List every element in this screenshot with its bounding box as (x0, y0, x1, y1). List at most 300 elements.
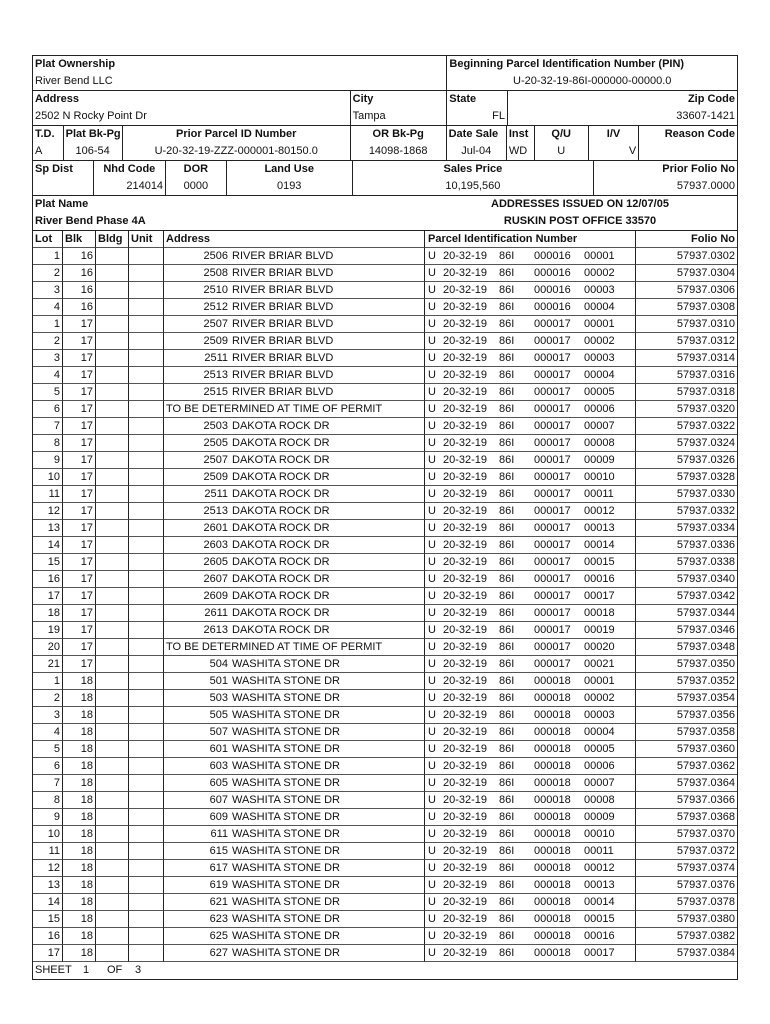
pin-section: 20-32-19 (443, 913, 488, 925)
pin-cell (424, 333, 635, 350)
address-cell (163, 350, 424, 367)
table-row (33, 928, 737, 945)
pin-block: 000017 (534, 318, 571, 330)
pin-block: 000017 (534, 335, 571, 347)
blk-cell: 17 (62, 571, 95, 588)
pin-section: 20-32-19 (443, 267, 488, 279)
address-cell (163, 775, 424, 792)
address-cell (163, 945, 424, 962)
blk-cell: 17 (62, 537, 95, 554)
lot-cell: 5 (33, 741, 62, 758)
lot-cell: 6 (33, 401, 62, 418)
blk-cell: 17 (62, 316, 95, 333)
blk-cell: 17 (62, 503, 95, 520)
folio-cell: 57937.0348 (635, 639, 737, 656)
bldg-cell (95, 350, 128, 367)
pin-section: 20-32-19 (443, 692, 488, 704)
pin-section: 20-32-19 (443, 641, 488, 653)
plat-bk-pg-label: Plat Bk-Pg (65, 128, 121, 140)
beginning-pin-label: Beginning Parcel Identification Number (PIN) (449, 58, 685, 70)
lot-cell: 15 (33, 911, 62, 928)
pin-block: 000017 (534, 437, 571, 449)
sheet-number: 1 (83, 964, 90, 976)
pin-cell (424, 537, 635, 554)
blk-cell: 18 (62, 758, 95, 775)
pin-lot: 00003 (584, 284, 615, 296)
address-street: WASHITA STONE DR (232, 743, 340, 755)
pin-cell (424, 911, 635, 928)
address-cell (163, 928, 424, 945)
table-row (33, 945, 737, 962)
pin-subdivision: 86I (499, 471, 515, 483)
bldg-cell (95, 248, 128, 265)
folio-cell: 57937.0376 (635, 877, 737, 894)
lot-cell: 1 (33, 316, 62, 333)
address-cell (163, 316, 424, 333)
unit-cell (128, 248, 163, 265)
address-street: RIVER BRIAR BLVD (232, 250, 334, 262)
folio-cell: 57937.0338 (635, 554, 737, 571)
bldg-cell (95, 605, 128, 622)
blk-cell: 17 (62, 639, 95, 656)
address-cell (163, 724, 424, 741)
table-row (33, 350, 737, 367)
lot-cell: 17 (33, 588, 62, 605)
address-cell (163, 707, 424, 724)
address-street: DAKOTA ROCK DR (232, 420, 330, 432)
bldg-cell (95, 435, 128, 452)
table-row (33, 571, 737, 588)
folio-cell: 57937.0374 (635, 860, 737, 877)
table-row (33, 622, 737, 639)
pin-cell (424, 384, 635, 401)
dor-block (165, 161, 226, 195)
folio-cell: 57937.0340 (635, 571, 737, 588)
lot-cell: 11 (33, 843, 62, 860)
bldg-cell (95, 690, 128, 707)
pin-prefix: U (428, 777, 436, 789)
address-cell (163, 537, 424, 554)
table-row (33, 452, 737, 469)
pin-lot: 00011 (584, 845, 614, 857)
pin-cell (424, 690, 635, 707)
pin-subdivision: 86I (499, 896, 515, 908)
iv-value: V (628, 145, 637, 157)
pin-subdivision: 86I (499, 624, 515, 636)
address-cell (163, 894, 424, 911)
unit-cell (128, 809, 163, 826)
lot-cell: 20 (33, 639, 62, 656)
address-table (33, 231, 737, 962)
pin-prefix: U (428, 301, 436, 313)
blk-cell: 18 (62, 911, 95, 928)
blk-cell: 17 (62, 384, 95, 401)
pin-subdivision: 86I (499, 369, 515, 381)
bldg-cell (95, 877, 128, 894)
pin-lot: 00005 (584, 743, 615, 755)
folio-cell: 57937.0356 (635, 707, 737, 724)
address-street: TO BE DETERMINED AT TIME OF PERMIT (166, 641, 383, 653)
address-number: 2513 (203, 369, 228, 381)
unit-cell (128, 639, 163, 656)
address-number: 619 (209, 879, 228, 891)
address-cell (163, 282, 424, 299)
blk-cell: 18 (62, 775, 95, 792)
pin-subdivision: 86I (499, 522, 515, 534)
pin-subdivision: 86I (499, 335, 515, 347)
blk-cell: 18 (62, 690, 95, 707)
unit-cell (128, 350, 163, 367)
prior-folio-block (593, 161, 737, 195)
address-cell (163, 401, 424, 418)
pin-cell (424, 265, 635, 282)
folio-cell: 57937.0344 (635, 605, 737, 622)
address-street: DAKOTA ROCK DR (232, 437, 330, 449)
bldg-cell (95, 588, 128, 605)
address-street: WASHITA STONE DR (232, 828, 340, 840)
unit-cell (128, 265, 163, 282)
blk-cell: 17 (62, 469, 95, 486)
iv-block (588, 126, 638, 160)
bldg-cell (95, 707, 128, 724)
address-street: DAKOTA ROCK DR (232, 488, 330, 500)
pin-cell (424, 486, 635, 503)
pin-lot: 00009 (584, 454, 615, 466)
pin-lot: 00012 (584, 862, 615, 874)
address-street: DAKOTA ROCK DR (232, 539, 330, 551)
pin-prefix: U (428, 811, 436, 823)
folio-cell: 57937.0366 (635, 792, 737, 809)
pin-prefix: U (428, 692, 436, 704)
unit-cell (128, 758, 163, 775)
pin-block: 000017 (534, 573, 571, 585)
pin-block: 000018 (534, 692, 571, 704)
pin-subdivision: 86I (499, 420, 515, 432)
folio-cell: 57937.0330 (635, 486, 737, 503)
address-street: DAKOTA ROCK DR (232, 454, 330, 466)
pin-lot: 00018 (584, 607, 615, 619)
pin-subdivision: 86I (499, 913, 515, 925)
bldg-cell (95, 843, 128, 860)
sheet-total: 3 (135, 964, 142, 976)
bldg-cell (95, 945, 128, 962)
table-row (33, 894, 737, 911)
pin-lot: 00013 (584, 879, 615, 891)
address-number: 503 (209, 692, 228, 704)
unit-cell (128, 656, 163, 673)
pin-block: 000017 (534, 420, 571, 432)
dor-label: DOR (183, 163, 209, 175)
qu-block (534, 126, 588, 160)
address-cell (163, 571, 424, 588)
address-label: Address (35, 93, 80, 105)
blk-cell: 18 (62, 894, 95, 911)
unit-cell (128, 520, 163, 537)
pin-block: 000018 (534, 726, 571, 738)
pin-subdivision: 86I (499, 709, 515, 721)
pin-cell (424, 554, 635, 571)
pin-cell (424, 367, 635, 384)
pin-lot: 00010 (584, 828, 615, 840)
table-row (33, 673, 737, 690)
pin-subdivision: 86I (499, 284, 515, 296)
unit-cell (128, 877, 163, 894)
bldg-cell (95, 452, 128, 469)
unit-cell (128, 707, 163, 724)
unit-cell (128, 282, 163, 299)
pin-subdivision: 86I (499, 505, 515, 517)
table-row (33, 384, 737, 401)
pin-section: 20-32-19 (443, 607, 488, 619)
pin-lot: 00012 (584, 505, 615, 517)
pin-lot: 00010 (584, 471, 615, 483)
lot-cell: 21 (33, 656, 62, 673)
plat-bk-pg-block (63, 126, 122, 160)
pin-lot: 00016 (584, 930, 615, 942)
address-cell (163, 486, 424, 503)
address-street: RIVER BRIAR BLVD (232, 267, 334, 279)
prior-parcel-block (122, 126, 350, 160)
unit-cell (128, 860, 163, 877)
pin-cell (424, 877, 635, 894)
lot-cell: 7 (33, 775, 62, 792)
td-block (33, 126, 63, 160)
table-row (33, 265, 737, 282)
unit-cell (128, 486, 163, 503)
lot-cell: 14 (33, 894, 62, 911)
address-number: 501 (209, 675, 228, 687)
address-cell (163, 299, 424, 316)
table-row (33, 843, 737, 860)
pin-subdivision: 86I (499, 386, 515, 398)
address-street: WASHITA STONE DR (232, 726, 340, 738)
bldg-cell (95, 333, 128, 350)
pin-cell (424, 826, 635, 843)
folio-cell: 57937.0360 (635, 741, 737, 758)
sales-price-label: Sales Price (443, 163, 503, 175)
address-street: WASHITA STONE DR (232, 811, 340, 823)
bldg-cell (95, 503, 128, 520)
bldg-cell (95, 622, 128, 639)
address-number: 2607 (203, 573, 228, 585)
lot-cell: 9 (33, 809, 62, 826)
col-folio-header: Folio No (635, 231, 737, 248)
sheet-label: SHEET (35, 964, 72, 976)
address-number: 2509 (203, 471, 228, 483)
unit-cell (128, 690, 163, 707)
table-body (33, 248, 737, 962)
pin-block: 000017 (534, 454, 571, 466)
bldg-cell (95, 792, 128, 809)
pin-cell (424, 452, 635, 469)
table-row (33, 299, 737, 316)
pin-cell (424, 401, 635, 418)
table-row (33, 639, 737, 656)
address-street: WASHITA STONE DR (232, 777, 340, 789)
pin-prefix: U (428, 386, 436, 398)
blk-cell: 17 (62, 605, 95, 622)
folio-cell: 57937.0346 (635, 622, 737, 639)
land-use-label: Land Use (264, 163, 314, 175)
pin-subdivision: 86I (499, 777, 515, 789)
pin-section: 20-32-19 (443, 726, 488, 738)
address-cell (163, 639, 424, 656)
pin-cell (424, 860, 635, 877)
address-street: RIVER BRIAR BLVD (232, 335, 334, 347)
address-street: WASHITA STONE DR (232, 692, 340, 704)
address-cell (163, 656, 424, 673)
plat-ownership-label: Plat Ownership (35, 58, 116, 70)
pin-section: 20-32-19 (443, 709, 488, 721)
pin-block: 000018 (534, 743, 571, 755)
table-row (33, 758, 737, 775)
pin-cell (424, 282, 635, 299)
pin-cell (424, 350, 635, 367)
pin-prefix: U (428, 845, 436, 857)
nhd-code-label: Nhd Code (103, 163, 156, 175)
blk-cell: 16 (62, 248, 95, 265)
pin-section: 20-32-19 (443, 743, 488, 755)
state-label: State (449, 93, 477, 105)
blk-cell: 17 (62, 588, 95, 605)
city-value: Tampa (352, 110, 386, 122)
lot-cell: 3 (33, 350, 62, 367)
pin-subdivision: 86I (499, 403, 515, 415)
address-cell (163, 248, 424, 265)
address-street: WASHITA STONE DR (232, 658, 340, 670)
pin-block: 000017 (534, 386, 571, 398)
lot-cell: 19 (33, 622, 62, 639)
lot-cell: 1 (33, 248, 62, 265)
bldg-cell (95, 537, 128, 554)
folio-cell: 57937.0352 (635, 673, 737, 690)
inst-label: Inst (508, 128, 529, 140)
pin-section: 20-32-19 (443, 675, 488, 687)
pin-section: 20-32-19 (443, 658, 488, 670)
sales-price-block (352, 161, 593, 195)
pin-block: 000016 (534, 284, 571, 296)
folio-cell: 57937.0362 (635, 758, 737, 775)
pin-prefix: U (428, 454, 436, 466)
lot-cell: 12 (33, 503, 62, 520)
pin-lot: 00003 (584, 709, 615, 721)
prior-folio-value: 57937.0000 (676, 180, 736, 192)
address-number: 625 (209, 930, 228, 942)
pin-lot: 00004 (584, 726, 615, 738)
pin-block: 000016 (534, 250, 571, 262)
address-number: 2605 (203, 556, 228, 568)
unit-cell (128, 435, 163, 452)
unit-cell (128, 333, 163, 350)
lot-cell: 16 (33, 571, 62, 588)
table-row (33, 911, 737, 928)
reason-code-label: Reason Code (664, 128, 735, 140)
post-office-text: RUSKIN POST OFFICE 33570 (503, 215, 657, 227)
pin-prefix: U (428, 675, 436, 687)
pin-block: 000018 (534, 930, 571, 942)
pin-subdivision: 86I (499, 607, 515, 619)
unit-cell (128, 622, 163, 639)
pin-subdivision: 86I (499, 879, 515, 891)
lot-cell: 12 (33, 860, 62, 877)
unit-cell (128, 299, 163, 316)
unit-cell (128, 571, 163, 588)
folio-cell: 57937.0304 (635, 265, 737, 282)
lot-cell: 3 (33, 707, 62, 724)
address-number: 2511 (204, 488, 228, 500)
pin-block: 000018 (534, 811, 571, 823)
pin-block: 000018 (534, 777, 571, 789)
pin-cell (424, 588, 635, 605)
lot-cell: 1 (33, 673, 62, 690)
pin-subdivision: 86I (499, 250, 515, 262)
pin-cell (424, 809, 635, 826)
pin-lot: 00016 (584, 573, 615, 585)
blk-cell: 17 (62, 333, 95, 350)
sale-info-row (33, 126, 737, 161)
state-value: FL (492, 110, 505, 122)
pin-cell (424, 299, 635, 316)
unit-cell (128, 843, 163, 860)
bldg-cell (95, 809, 128, 826)
folio-cell: 57937.0318 (635, 384, 737, 401)
inst-value: WD (508, 145, 528, 157)
unit-cell (128, 945, 163, 962)
bldg-cell (95, 639, 128, 656)
address-number: 2613 (203, 624, 228, 636)
address-number: 605 (209, 777, 228, 789)
pin-section: 20-32-19 (443, 420, 488, 432)
pin-section: 20-32-19 (443, 862, 488, 874)
pin-prefix: U (428, 471, 436, 483)
bldg-cell (95, 520, 128, 537)
table-row (33, 588, 737, 605)
pin-section: 20-32-19 (443, 539, 488, 551)
pin-cell (424, 775, 635, 792)
address-cell (163, 418, 424, 435)
pin-lot: 00008 (584, 794, 615, 806)
bldg-cell (95, 656, 128, 673)
pin-block: 000018 (534, 845, 571, 857)
bldg-cell (95, 911, 128, 928)
pin-lot: 00004 (584, 369, 615, 381)
lot-cell: 15 (33, 554, 62, 571)
address-street: RIVER BRIAR BLVD (232, 318, 334, 330)
pin-subdivision: 86I (499, 539, 515, 551)
pin-prefix: U (428, 284, 436, 296)
pin-lot: 00017 (584, 590, 615, 602)
table-row (33, 282, 737, 299)
bldg-cell (95, 418, 128, 435)
address-street: WASHITA STONE DR (232, 709, 340, 721)
pin-cell (424, 418, 635, 435)
pin-lot: 00002 (584, 267, 615, 279)
unit-cell (128, 724, 163, 741)
lot-cell: 5 (33, 384, 62, 401)
pin-lot: 00017 (584, 947, 615, 959)
date-sale-block (446, 126, 506, 160)
address-cell (163, 520, 424, 537)
pin-cell (424, 758, 635, 775)
address-street: WASHITA STONE DR (232, 862, 340, 874)
address-row (33, 91, 737, 126)
pin-block: 000016 (534, 301, 571, 313)
pin-block: 000017 (534, 624, 571, 636)
pin-subdivision: 86I (499, 743, 515, 755)
pin-lot: 00021 (584, 658, 615, 670)
address-number: 607 (209, 794, 228, 806)
pin-block: 000017 (534, 590, 571, 602)
